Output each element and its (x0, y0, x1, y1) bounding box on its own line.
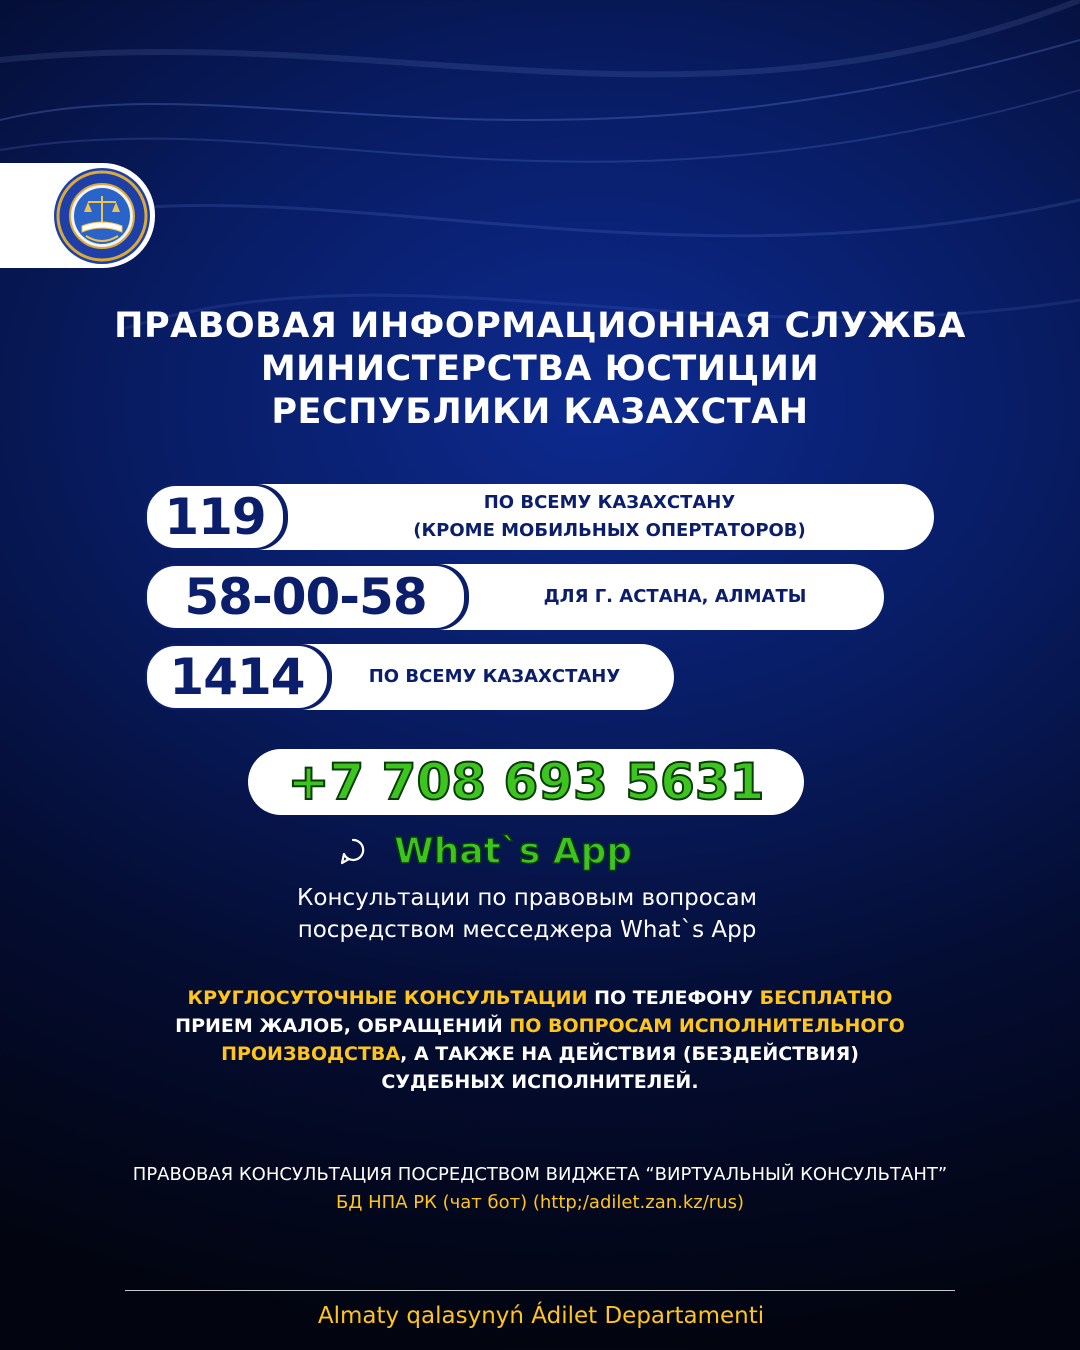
consult-line-1: Консультации по правовым вопросам (297, 885, 757, 911)
notice-by-phone: ПО ТЕЛЕФОНУ (587, 987, 760, 1009)
title-line-3: РЕСПУБЛИКИ КАЗАХСТАН (271, 392, 809, 432)
background-waves (0, 0, 1080, 520)
notice-free: БЕСПЛАТНО (759, 987, 893, 1009)
footer-department: Almaty qalasynyń Ádilet Departamenti (317, 1303, 765, 1329)
hotline-1414[interactable] (145, 644, 674, 710)
consult-line-2: посредством месседжера What`s App (297, 917, 757, 943)
hotline-58-00-58[interactable] (145, 564, 884, 630)
page-title (0, 305, 1080, 434)
hotline-number: 58-00-58 (184, 568, 427, 626)
hotline-number: 1414 (169, 648, 305, 706)
notice-actions: , А ТАКЖЕ НА ДЕЙСТВИЯ (БЕЗДЕЙСТВИЯ) (400, 1043, 859, 1065)
whatsapp-number: +7 708 693 5631 (287, 753, 765, 811)
hotline-number-pill (145, 564, 466, 630)
hotline-number-pill (145, 484, 285, 550)
footer-divider (125, 1290, 955, 1291)
hotline-desc-line-1: ПО ВСЕМУ КАЗАХСТАНУ (368, 666, 621, 687)
notice-bailiffs: СУДЕБНЫХ ИСПОЛНИТЕЛЕЙ. (381, 1071, 699, 1093)
notice-24h: КРУГЛОСУТОЧНЫЕ КОНСУЛЬТАЦИИ (187, 987, 588, 1009)
ministry-emblem-icon (52, 166, 152, 266)
hotline-desc-line-1: ДЛЯ Г. АСТАНА, АЛМАТЫ (543, 586, 807, 607)
whatsapp-number-pill[interactable] (248, 749, 804, 815)
hotline-number: 119 (164, 488, 266, 546)
hotline-number-pill (145, 644, 329, 710)
widget-link[interactable]: БД НПА РК (чат бот) (http;/adilet.zan.kz/rus) (336, 1192, 744, 1213)
whatsapp-label (340, 826, 632, 876)
notice-complaints: ПРИЕМ ЖАЛОБ, ОБРАЩЕНИЙ (175, 1015, 510, 1037)
hotline-description (466, 564, 884, 630)
hotline-description (335, 644, 654, 710)
whatsapp-label-text: What`s App (394, 830, 633, 872)
notice-enforcement: ПО ВОПРОСАМ ИСПОЛНИТЕЛЬНОГО (509, 1015, 905, 1037)
widget-info (0, 1161, 1080, 1217)
widget-line-1: ПРАВОВАЯ КОНСУЛЬТАЦИЯ ПОСРЕДСТВОМ ВИДЖЕТА “ВИРТУАЛЬНЫЙ КОНСУЛЬТАНТ” (132, 1164, 948, 1185)
whatsapp-icon (340, 836, 366, 866)
service-notice (0, 984, 1080, 1096)
whatsapp-consult-text (0, 882, 1054, 946)
title-line-2: МИНИСТЕРСТВА ЮСТИЦИИ (260, 349, 820, 389)
hotline-desc-line-2: (КРОМЕ МОБИЛЬНЫХ ОПЕРТАТОРОВ) (413, 520, 806, 541)
notice-proceedings: ПРОИЗВОДСТВА (221, 1043, 401, 1065)
title-line-1: ПРАВОВАЯ ИНФОРМАЦИОННАЯ СЛУЖБА (114, 306, 966, 346)
hotline-description (285, 484, 934, 550)
hotline-desc-line-1: ПО ВСЕМУ КАЗАХСТАНУ (483, 492, 736, 513)
hotline-119[interactable] (145, 484, 934, 550)
